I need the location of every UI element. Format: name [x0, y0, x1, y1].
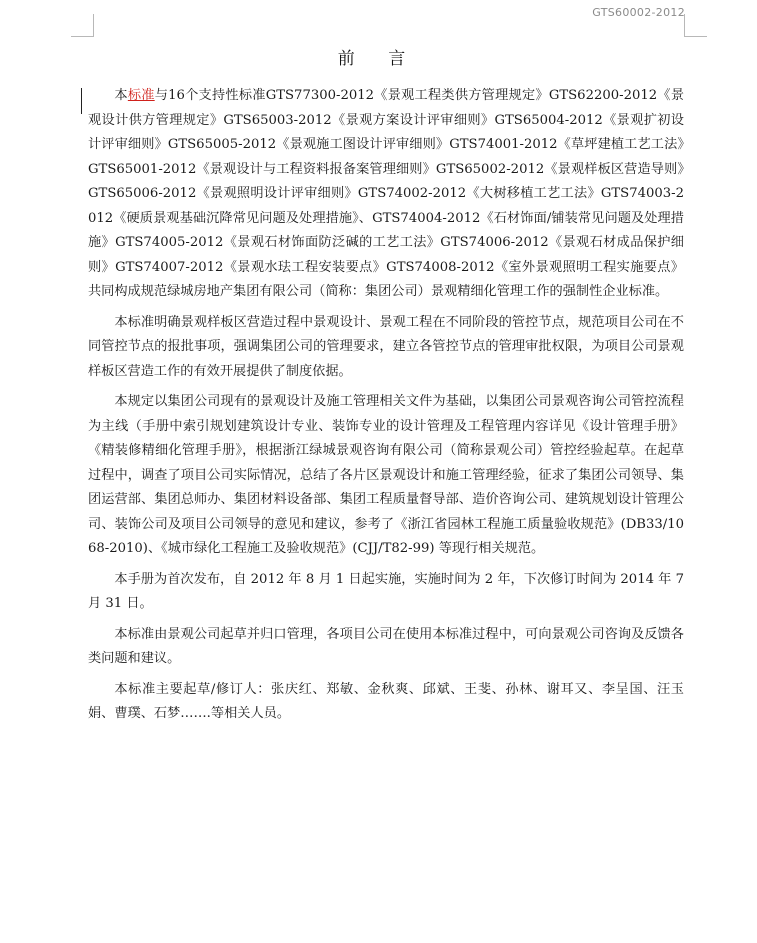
paragraph-management: 本标准由景观公司起草并归口管理，各项目公司在使用本标准过程中，可向景观公司咨询及反馈各类问题和建议。: [88, 626, 684, 666]
paragraph-drafters: 本标准主要起草/修订人：张庆红、郑敏、金秋爽、邱斌、王斐、孙林、谢耳又、李呈国、汪玉娟、曹璞、石梦…….等相关人员。: [88, 681, 684, 721]
paragraph-basis: 本规定以集团公司现有的景观设计及施工管理相关文件为基础，以集团公司景观咨询公司管控流程为主线（手册中索引规划建筑设计专业、装饰专业的设计管理及工程管理内容详见《设计管理手册》《精装修精细化管理手册》，根据浙江绿城景观咨询有限公司（简称景观公司）管控经验起草。在起草过程中，调查了项目公司实际情况，总结了各片区景观设计和施工管理经验，征求了集团公司领导、集团运营部、集团总师办、集团材料设备部、集团工程质量督导部、造价咨询公司、建筑规划设计管理公司、装饰公司及项目公司领导的意见和建议，参考了《浙江省园林工程施工质量验收规范》(DB33/1068-2010)、《城市绿化工程施工及验收规范》(CJJ/T82-99) 等现行相关规范。: [88, 394, 684, 556]
text-cursor: [81, 88, 82, 114]
document-code: GTS60002-2012: [592, 6, 685, 19]
paragraph-purpose: 本标准明确景观样板区营造过程中景观设计、景观工程在不同阶段的管控节点，规范项目公司在不同管控节点的报批事项，强调集团公司的管理要求，建立各管控节点的管理审批权限，为项目公司景观样板区营造工作的有效开展提供了制度依据。: [88, 314, 684, 379]
page-corner-mark-top-left: [71, 14, 94, 37]
document-body: [88, 84, 684, 733]
paragraph-supporting-standards: [88, 84, 684, 305]
paragraph-lead: 本: [114, 88, 128, 103]
standard-link[interactable]: 标准: [127, 88, 155, 103]
paragraph-text: 与16个支持性标准GTS77300-2012《景观工程类供方管理规定》GTS62200-2012《景观设计供方管理规定》GTS65003-2012《景观方案设计评审细则》GTS65004-2012《景观扩初设计评审细则》GTS65005-2012《景观施工图设计评审细则》GTS74001-2012《草坪建植工艺工法》GTS65001-2012《景观设计与工程资料报备案管理细则》GTS65002-2012《景观样板区营造导则》GTS65006-2012《景观照明设计评审细则》GTS74002-2012《大树移植工艺工法》GTS74003-2012《硬质景观基础沉降常见问题及处理措施》、GTS74004-2012《石材饰面/铺装常见问题及处理措施》GTS74005-2012《景观石材饰面防泛碱的工艺工法》GTS74006-2012《景观石材成品保护细则》GTS74007-2012《景观水珐工程安装要点》GTS74008-2012《室外景观照明工程实施要点》共同构成规范绿城房地产集团有限公司（简称：集团公司）景观精细化管理工作的强制性企业标准。: [88, 88, 685, 299]
page-corner-mark-top-right: [684, 14, 707, 37]
paragraph-effective-date: 本手册为首次发布，自 2012 年 8 月 1 日起实施，实施时间为 2 年，下次修订时间为 2014 年 7 月 31 日。: [88, 571, 684, 611]
page-title: 前 言: [337, 49, 420, 69]
